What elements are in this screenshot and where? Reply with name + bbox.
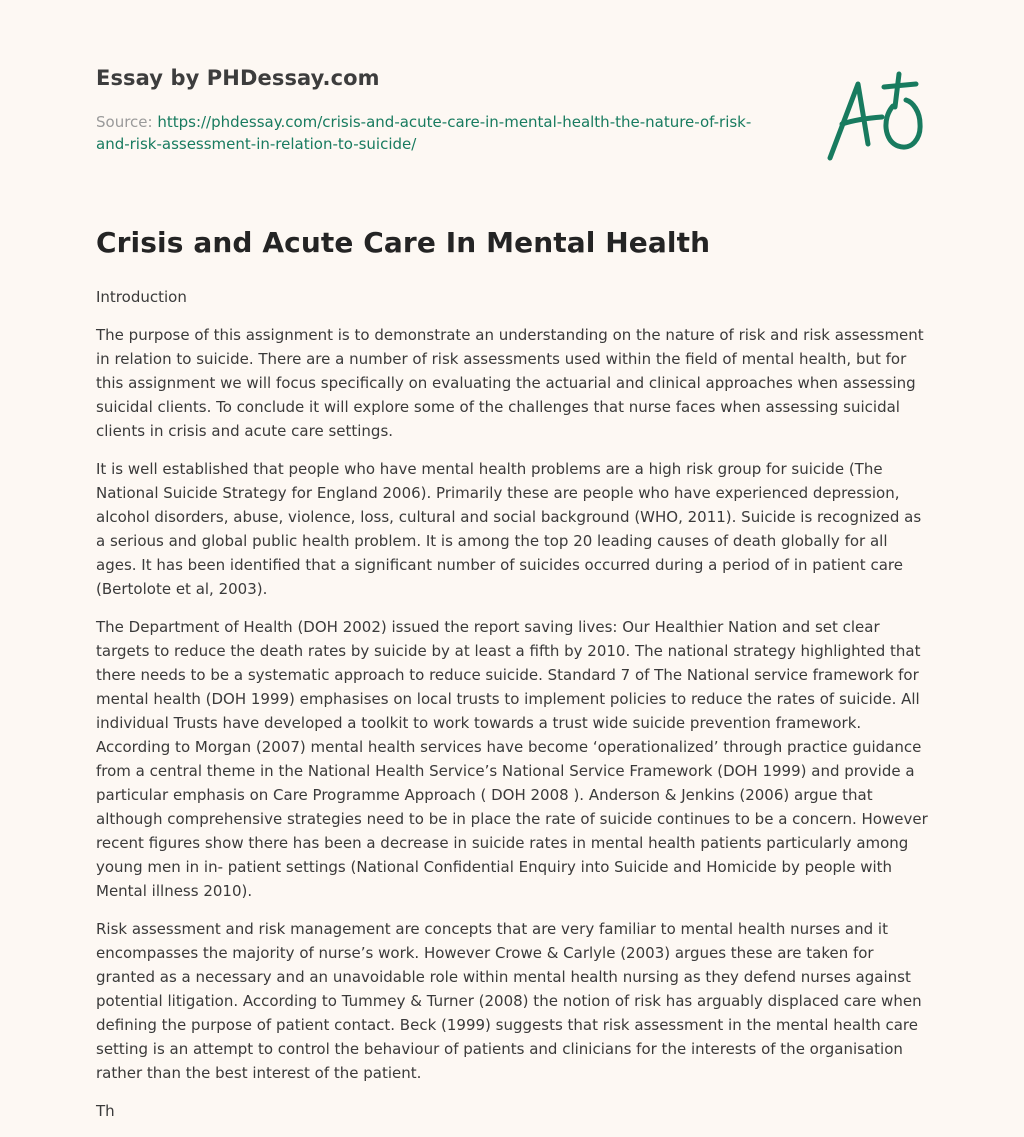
essay-paragraph: It is well established that people who have mental health problems are a high risk group for suicide (The National Suicide Strategy for England 2006). Primarily these are people who have experienced depression, alcohol disorders, abuse, violence, loss, cultural and social background (WHO, 2011). Suicide is recognized as a serious and global public health problem. It is among the top 20 leading causes of death globally for all ages. It has been identified that a significant number of suicides occurred during a period of in patient care (Bertolote et al, 2003). xyxy=(96,460,922,598)
essay-paragraph: The purpose of this assignment is to demonstrate an understanding on the nature of risk and risk assessment in relation to suicide. There are a number of risk assessments used within the field of mental health, but for this assignment we will focus specifically on evaluating the actuarial and clinical approaches when assessing suicidal clients. To conclude it will explore some of the challenges that nurse faces when assessing suicidal clients in crisis and acute care settings. xyxy=(96,326,924,440)
essay-body xyxy=(96,285,932,1137)
essay-title: Crisis and Acute Care In Mental Health xyxy=(96,226,711,259)
source-label: Source: xyxy=(96,113,158,131)
site-brand: Essay by PHDessay.com xyxy=(96,66,380,90)
essay-paragraph: Introduction xyxy=(96,288,187,306)
essay-paragraph: Risk assessment and risk management are concepts that are very familiar to mental health nurses and it encompasses the majority of nurse’s work. However Crowe & Carlyle (2003) argues these are taken for granted as a necessary and an unavoidable role within mental health nursing as they defend nurses against potential litigation. According to Tummey & Turner (2008) the notion of risk has arguably displaced care when defining the purpose of patient contact. Beck (1999) suggests that risk assessment in the mental health care setting is an attempt to control the behaviour of patients and clinicians for the interests of the organisation rather than the best interest of the patient. xyxy=(96,920,922,1082)
a-plus-grade-icon xyxy=(824,66,928,166)
essay-paragraph: The Department of Health (DOH 2002) issued the report saving lives: Our Healthier Nation and set clear targets to reduce the death rates by suicide by at least a fifth by 2010. The national strategy highlighted that there needs to be a systematic approach to reduce suicide. Standard 7 of The National service framework for mental health (DOH 1999) emphasises on local trusts to implement policies to reduce the rates of suicide. All individual Trusts have developed a toolkit to work towards a trust wide suicide prevention framework. According to Morgan (2007) mental health services have become ‘operationalized’ through practice guidance from a central theme in the National Health Service’s National Service Framework (DOH 1999) and provide a particular emphasis on Care Programme Approach ( DOH 2008 ). Anderson & Jenkins (2006) argue that although comprehensive strategies need to be in place the rate of suicide continues to be a concern. However recent figures show there has been a decrease in suicide rates in mental health patients particularly among young men in in- patient settings (National Confidential Enquiry into Suicide and Homicide by people with Mental illness 2010). xyxy=(96,618,928,900)
source-link[interactable]: https://phdessay.com/crisis-and-acute-care-in-mental-health-the-nature-of-risk-and-risk-assessment-in-relation-to-suicide/ xyxy=(96,113,752,153)
source-line xyxy=(96,111,776,155)
essay-paragraph: Th xyxy=(96,1102,115,1120)
